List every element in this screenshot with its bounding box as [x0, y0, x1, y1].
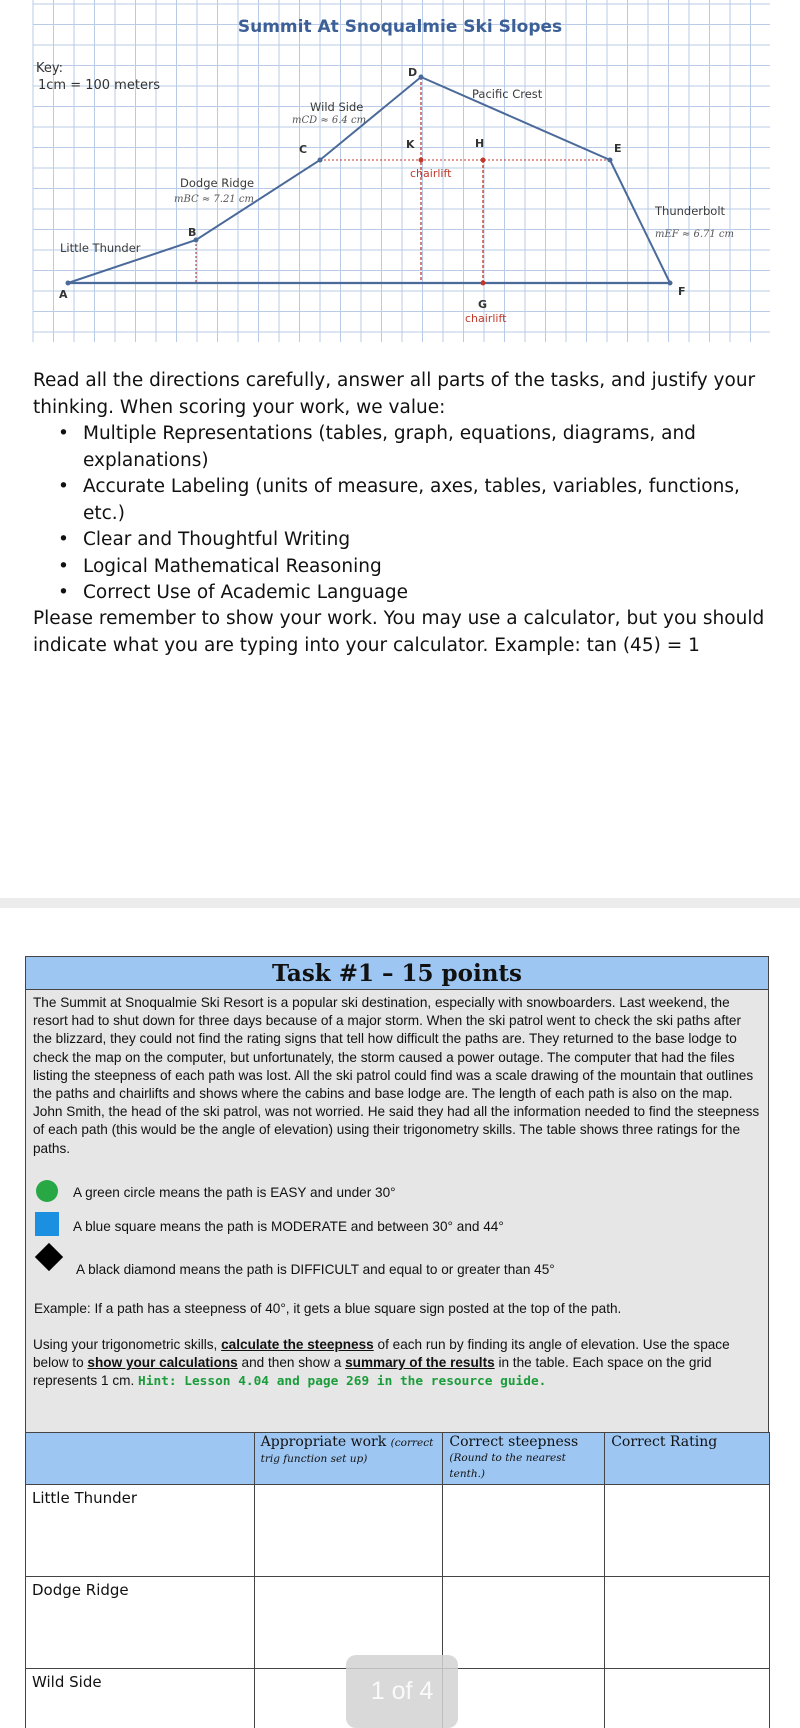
path-label-pacific-crest: Pacific Crest: [472, 87, 543, 101]
task-instructions: [26, 1336, 768, 1392]
rating-cell[interactable]: [605, 1577, 770, 1669]
steepness-cell[interactable]: [443, 1577, 605, 1669]
point-e-label: E: [614, 142, 622, 155]
instr-text: and then show a: [241, 1355, 342, 1371]
point-b-label: B: [188, 226, 197, 239]
task-1-box: [25, 956, 769, 1728]
point-d-dot: [419, 75, 424, 80]
scoring-values-list: [83, 421, 773, 607]
path-measure-wild-side: mCD ≈ 6.4 cm: [292, 115, 367, 126]
row-label: Wild Side: [26, 1669, 255, 1728]
rating-moderate-text: A blue square means the path is MODERATE and between 30° and 44°: [73, 1218, 504, 1234]
scoring-value-item: • Clear and Thoughtful Writing: [83, 527, 773, 554]
rating-cell[interactable]: [605, 1669, 770, 1728]
header-appropriate-work: Appropriate work (correct trig function set up): [254, 1433, 443, 1485]
scoring-value-item: • Logical Mathematical Reasoning: [83, 554, 773, 581]
path-label-thunderbolt: Thunderbolt: [655, 204, 726, 218]
page-indicator: 1 of 4: [346, 1655, 458, 1728]
black-diamond-icon: [35, 1243, 63, 1271]
path-measure-thunderbolt: mEF ≈ 6.71 cm: [655, 229, 734, 240]
point-h-label: H: [475, 137, 485, 150]
page-separator: [0, 898, 800, 908]
rating-easy-text: A green circle means the path is EASY and under 30°: [73, 1184, 396, 1200]
point-a-label: A: [59, 288, 68, 301]
table-row: [26, 1485, 770, 1577]
directions-intro: Read all the directions carefully, answer all parts of the tasks, and justify your thinking. When scoring your work, we value:: [33, 370, 756, 418]
header-path: [26, 1433, 255, 1485]
task-intro: The Summit at Snoqualmie Ski Resort is a popular ski destination, especially with snowboarders. Last weekend, the resort had to shut down for three days because of a major storm. When the ski patrol went to check the ski paths after the blizzard, they could not find the rating signs that tell how difficult the paths are. They returned to the base lodge to check the map on the computer, but unfortunately, the storm caused a power outage. The computer that had the files listing the steepness of each path was lost. All the ski patrol could find was a scale drawing of the mountain that outlines the paths and chairlifts and shows where the cabins and base lodge are. The length of each path is also on the map. John Smith, the head of the ski patrol, was not worried. He said they had all the information needed to find the steepness of each path (this would be the angle of elevation) using their trigonometry skills. The table shows three ratings for the paths.: [33, 995, 760, 1156]
point-c-label: C: [299, 143, 308, 156]
task-hint: Hint: Lesson 4.04 and page 269 in the resource guide.: [138, 1374, 547, 1390]
show-work-note: Please remember to show your work. You may use a calculator, but you should indicate what you are typing into your calculator. Example: tan (45) = 1: [33, 608, 765, 656]
point-k-label: K: [406, 138, 415, 151]
header-correct-rating: Correct Rating: [605, 1433, 770, 1485]
point-k-dot: [419, 158, 424, 163]
scoring-value-item: • Correct Use of Academic Language: [83, 580, 773, 607]
rating-easy: [26, 1176, 768, 1210]
row-label: Little Thunder: [26, 1485, 255, 1577]
map-grid: [33, 0, 770, 342]
task-title: Task #1 – 15 points: [26, 957, 768, 990]
steepness-cell[interactable]: [443, 1485, 605, 1577]
row-label: Dodge Ridge: [26, 1577, 255, 1669]
point-h-dot: [481, 158, 486, 163]
point-g-dot: [481, 281, 486, 286]
point-d-label: D: [408, 66, 418, 79]
task-example: Example: If a path has a steepness of 40°, it gets a blue square sign posted at the top of the path.: [34, 1300, 622, 1316]
header-correct-steepness: Correct steepness (Round to the nearest tenth.): [443, 1433, 605, 1485]
instr-text: in the table. Each space on the grid represents 1 cm.: [33, 1355, 712, 1389]
rating-difficult: [26, 1244, 768, 1288]
point-e-dot: [608, 158, 613, 163]
rating-cell[interactable]: [605, 1485, 770, 1577]
map-title: Summit At Snoqualmie Ski Slopes: [237, 17, 563, 37]
results-table-header: [26, 1433, 770, 1485]
scoring-directions: [33, 368, 773, 607]
path-measure-dodge-ridge: mBC ≈ 7.21 cm: [174, 194, 254, 205]
point-g-label: G: [478, 298, 488, 311]
blue-square-icon: [35, 1212, 59, 1236]
work-cell[interactable]: [254, 1485, 443, 1577]
path-label-dodge-ridge: Dodge Ridge: [180, 176, 255, 190]
point-f-label: F: [678, 285, 686, 298]
instr-emphasis: show your calculations: [87, 1355, 238, 1371]
ski-path-outline: [68, 77, 670, 283]
point-c-dot: [318, 158, 323, 163]
path-label-wild-side: Wild Side: [310, 100, 364, 114]
point-f-dot: [668, 281, 673, 286]
instr-emphasis: calculate the steepness: [221, 1337, 374, 1353]
map-key-label: Key:: [36, 61, 64, 76]
point-a-dot: [66, 281, 71, 286]
scoring-value-item: • Multiple Representations (tables, graph, equations, diagrams, and explanations): [83, 421, 773, 474]
instr-text: of each run by finding its angle of elevation. Use the space below to: [33, 1337, 730, 1371]
rating-difficult-text: A black diamond means the path is DIFFICULT and equal to or greater than 45°: [76, 1261, 555, 1277]
map-key-scale: 1cm = 100 meters: [38, 78, 161, 93]
instr-text: Using your trigonometric skills,: [33, 1337, 218, 1353]
ski-slope-map: [0, 0, 800, 350]
chairlift-label-k: chairlift: [410, 167, 452, 180]
green-circle-icon: [36, 1180, 58, 1202]
path-label-little-thunder: Little Thunder: [60, 241, 141, 255]
instr-emphasis: summary of the results: [345, 1355, 495, 1371]
scoring-value-item: • Accurate Labeling (units of measure, axes, tables, variables, functions, etc.): [83, 474, 773, 527]
document-page-2: [0, 908, 800, 1728]
rating-moderate: [26, 1210, 768, 1244]
chairlift-label-g: chairlift: [465, 312, 507, 325]
steepness-cell[interactable]: [443, 1669, 605, 1728]
